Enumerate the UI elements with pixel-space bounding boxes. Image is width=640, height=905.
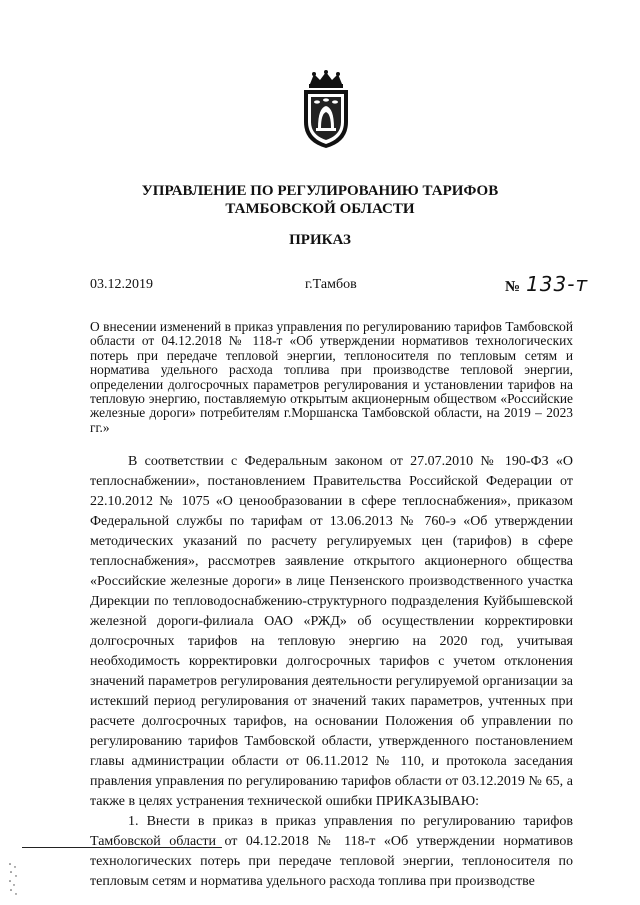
number-label: № [505,279,521,295]
document-number [505,272,588,296]
document-body [90,452,573,892]
handwritten-number: 133-т [526,272,589,296]
preamble-paragraph: В соответствии с Федеральным законом от 27.07.2010 № 190-ФЗ «О теплоснабжении», постановлением Правительства Российской Федерации от 22.10.2012 № 1075 «О ценообразовании в сфере теплоснабжения», приказом Федеральной службы по тарифам от 13.06.2013 № 760-э «Об утверждении методических указаний по расчету регулируемых цен (тарифов) в сфере теплоснабжения», рассмотрев заявление открытого акционерного общества «Российские железные дороги» в лице Пензенского производственного участка Дирекции по тепловодоснабжению-структурного подразделения Куйбышевской железной дороги-филиала ОАО «РЖД» об осуществлении корректировки долгосрочных тарифов на тепловую энергию на 2020 год, учитывая необходимость корректировки долгосрочных тарифов с учетом отклонения значений параметров регулирования деятельности регулируемой организации за истекший период регулирования от значений таких параметров, учтенных при расчете долгосрочных тарифов, на основании Положения об управлении по регулированию тарифов Тамбовской области, утвержденного постановлением главы администрации области от 06.11.2012 № 110, и протокола заседания правления управления по регулированию тарифов области от 03.12.2019 № 65, а также в целях устранения технической ошибки ПРИКАЗЫВАЮ: [90,454,573,809]
document-city: г.Тамбов [305,277,357,292]
agency-name-line1: УПРАВЛЕНИЕ ПО РЕГУЛИРОВАНИЮ ТАРИФОВ [141,183,499,199]
scan-margin-marks-icon [6,860,20,900]
order-item-1: 1. Внести в приказ в приказ управления по регулированию тарифов Тамбовской области от 04.12.2018 № 118-т «Об утверждении нормативов технологических потерь при передаче тепловой энергии, теплоносителя по тепловым сетям и норматива удельного расхода топлива при производстве [90,814,573,889]
coat-of-arms-icon [296,70,356,150]
agency-name-line2: ТАМБОВСКОЙ ОБЛАСТИ [225,201,415,217]
document-date: 03.12.2019 [90,277,153,292]
footer-divider [22,847,222,848]
document-type-title: ПРИКАЗ [289,232,351,248]
document-subject: О внесении изменений в приказ управления по регулированию тарифов Тамбовской области от 04.12.2018 № 118-т «Об утверждении нормативов технологических потерь при передаче тепловой энергии, теплоносителя по тепловым сетям и норматива удельного расхода топлива при производстве тепловой энергии, определении долгосрочных параметров регулирования и установлении тарифов на тепловую энергию, поставляемую открытым акционерным обществом «Российские железные дороги» потребителям г.Моршанска Тамбовской области, на 2019 – 2023 гг.» [90,319,573,435]
